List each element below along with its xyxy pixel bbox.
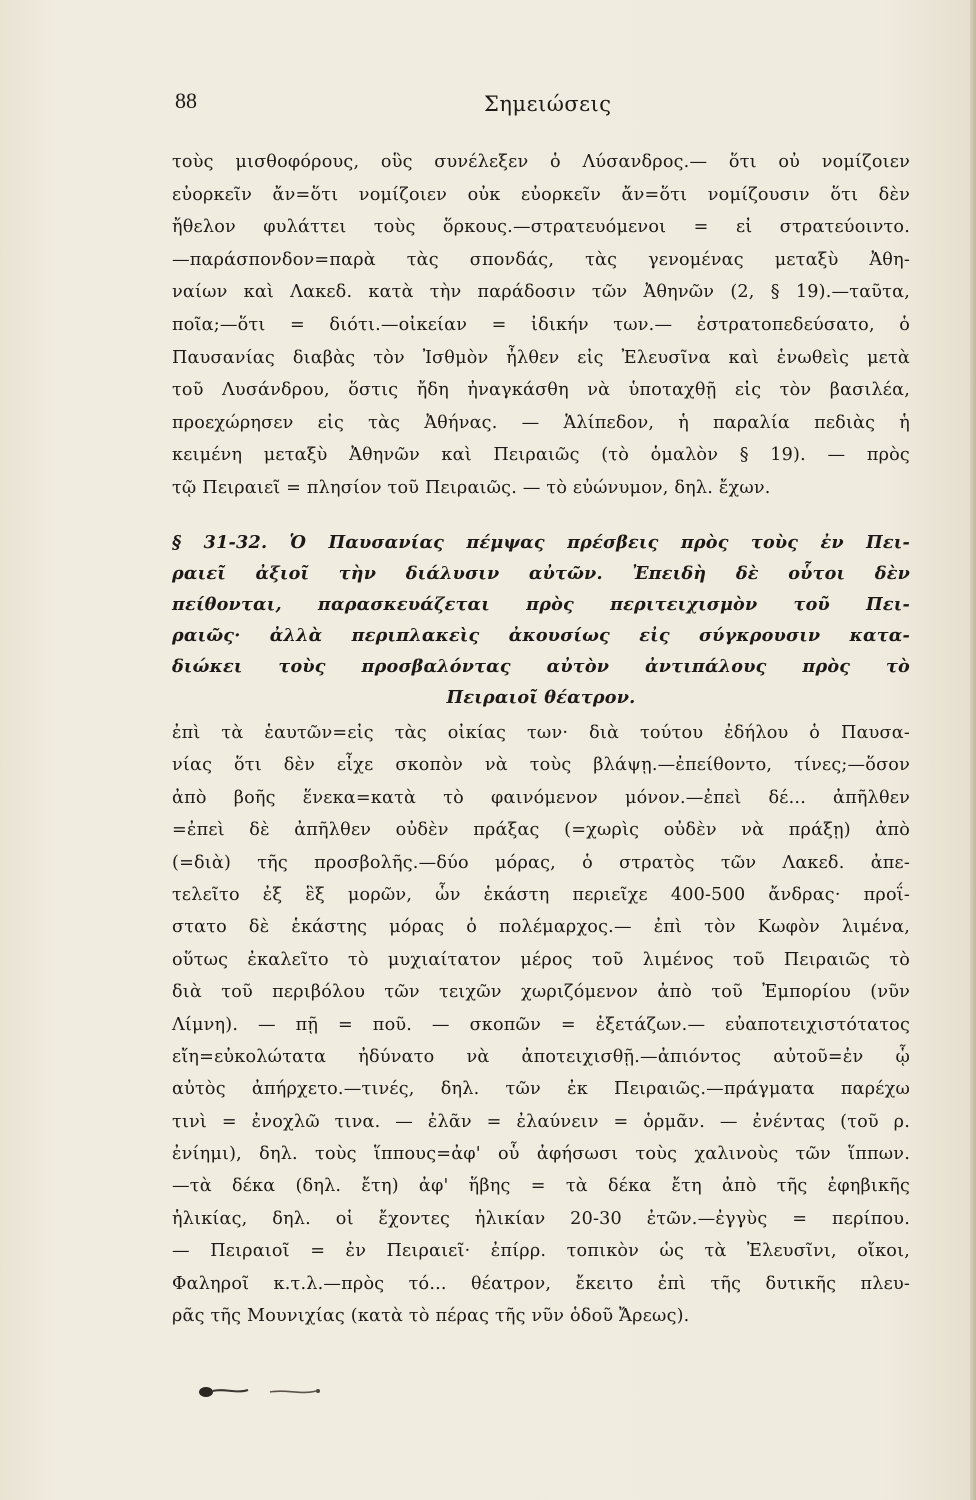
text-line: Λίμνη). — πῇ = ποῦ. — σκοπῶν = ἐξετάζων.— εὐαποτειχιστότατος (172, 1014, 910, 1035)
summary-line: Πειραιοῖ θέατρον. (446, 687, 636, 708)
text-line: (=διὰ) τῆς προσβολῆς.—δύο μόρας, ὁ στρατὸς τῶν Λακεδ. ἀπε- (172, 852, 910, 873)
text-line: διὰ τοῦ περιβόλου τῶν τειχῶν χωριζόμενον ἀπὸ τοῦ Ἐμπορίου (νῦν (172, 982, 910, 1003)
text-line: ἡλικίας, δηλ. οἱ ἔχοντες ἡλικίαν 20-30 ἐτῶν.—ἐγγὺς = περίπου. (172, 1208, 910, 1229)
text-line: εἴη=εὐκολώτατα ἠδύνατο νὰ ἀποτειχισθῇ.—ἀπιόντος αὐτοῦ=ἐν ᾧ (172, 1046, 910, 1067)
text-line: τοὺς μισθοφόρους, οὓς συνέλεξεν ὁ Λύσανδρος.— ὅτι οὐ νομίζοιεν (172, 152, 910, 172)
text-line: ἐνίημι), δηλ. τοὺς ἵππους=ἀφ' οὗ ἀφήσωσι τοὺς χαλινοὺς τῶν ἵππων. (172, 1144, 910, 1165)
notes-paragraph-2 (172, 717, 910, 1332)
text-line: =ἐπεὶ δὲ ἀπῆλθεν οὐδὲν πράξας (=χωρὶς οὐδὲν νὰ πράξῃ) ἀπὸ (172, 820, 910, 841)
summary-line: ραιῶς· ἀλλὰ περιπλακεὶς ἀκουσίως εἰς σύγκρουσιν κατα- (172, 625, 910, 646)
text-line: ἤθελον φυλάττει τοὺς ὅρκους.—στρατευόμενοι = εἰ στρατεύοιντο. (172, 217, 910, 238)
running-title: Σημειώσεις (484, 92, 612, 116)
text-line: προεχώρησεν εἰς τὰς Ἀθήνας. — Ἁλίπεδον, ἡ παραλία πεδιὰς ἡ (172, 412, 910, 433)
text-line: Παυσανίας διαβὰς τὸν Ἰσθμὸν ἦλθεν εἰς Ἐλευσῖνα καὶ ἑνωθεὶς μετὰ (172, 347, 910, 368)
page-header (0, 86, 976, 126)
summary-line: § 31-32. Ὁ Παυσανίας πέμψας πρέσβεις πρὸς τοὺς ἐν Πει- (172, 532, 910, 553)
text-line: στατο δὲ ἑκάστης μόρας ὁ πολέμαρχος.— ἐπὶ τὸν Κωφὸν λιμένα, (172, 917, 910, 938)
text-line: ἐπὶ τὰ ἑαυτῶν=εἰς τὰς οἰκίας των· διὰ τούτου ἐδήλου ὁ Παυσα- (172, 723, 910, 743)
summary-line: διώκει τοὺς προσβαλόντας αὐτὸν ἀντιπάλους πρὸς τὸ (172, 656, 910, 677)
text-line: ἀπὸ βοῆς ἕνεκα=κατὰ τὸ φαινόμενον μόνον.—ἐπεὶ δέ... ἀπῆλθεν (172, 787, 910, 808)
section-summary (172, 527, 910, 713)
text-line: νίας ὅτι δὲν εἶχε σκοπὸν νὰ τοὺς βλάψῃ.—ἐπείθοντο, τίνες;—ὅσον (172, 755, 910, 776)
text-line: τελεῖτο ἐξ ἓξ μορῶν, ὧν ἑκάστη περιεῖχε 400-500 ἄνδρας· προΐ- (172, 884, 910, 905)
text-line: τοῦ Λυσάνδρου, ὅστις ἤδη ἠναγκάσθη νὰ ὑποταχθῇ εἰς τὸν βασιλέα, (172, 380, 910, 401)
text-line: τινὶ = ἐνοχλῶ τινα. — ἐλᾶν = ἐλαύνειν = ὁρμᾶν. — ἐνέντας (τοῦ ρ. (172, 1111, 910, 1132)
summary-line: πείθονται, παρασκευάζεται πρὸς περιτειχισμὸν τοῦ Πει- (172, 594, 910, 615)
text-line: —παράσπονδον=παρὰ τὰς σπονδάς, τὰς γενομένας μεταξὺ Ἀθη- (172, 249, 910, 270)
notes-paragraph-1 (172, 146, 910, 505)
text-line: αὐτὸς ἀπήρχετο.—τινές, δηλ. τῶν ἐκ Πειραιῶς.—πράγματα παρέχω (172, 1079, 910, 1100)
text-line: οὕτως ἐκαλεῖτο τὸ μυχιαίτατον μέρος τοῦ λιμένος τοῦ Πειραιῶς τὸ (172, 949, 910, 970)
text-line: εὐορκεῖν ἄν=ὅτι νομίζοιεν οὐκ εὐορκεῖν ἄν=ὅτι νομίζουσιν ὅτι δὲν (172, 184, 910, 205)
page-number: 88 (175, 88, 197, 113)
text-line: τῷ Πειραιεῖ = πλησίον τοῦ Πειραιῶς. — τὸ εὐώνυμον, δηλ. ἔχων. (172, 477, 771, 498)
text-line: —τὰ δέκα (δηλ. ἔτη) ἀφ' ἥβης = τὰ δέκα ἔτη ἀπὸ τῆς ἐφηβικῆς (172, 1176, 910, 1197)
text-line: — Πειραιοῖ = ἐν Πειραιεῖ· ἐπίρρ. τοπικὸν ὡς τὰ Ἐλευσῖνι, οἴκοι, (172, 1241, 910, 1262)
page-edge (970, 0, 976, 1500)
print-smudge-ornament (196, 1380, 336, 1404)
text-line: ναίων καὶ Λακεδ. κατὰ τὴν παράδοσιν τῶν Ἀθηνῶν (2, § 19).—ταῦτα, (172, 282, 910, 303)
text-line: ρᾶς τῆς Μουνιχίας (κατὰ τὸ πέρας τῆς νῦν ὁδοῦ Ἄρεως). (172, 1306, 690, 1327)
text-line: κειμένη μεταξὺ Ἀθηνῶν καὶ Πειραιῶς (τὸ ὁμαλὸν § 19). — πρὸς (172, 445, 910, 466)
summary-line: ραιεῖ ἀξιοῖ τὴν διάλυσιν αὐτῶν. Ἐπειδὴ δὲ οὗτοι δὲν (172, 563, 910, 584)
text-line: ποῖα;—ὅτι = διότι.—οἰκείαν = ἰδικήν των.— ἐστρατοπεδεύσατο, ὁ (172, 314, 910, 335)
text-line: Φαληροῖ κ.τ.λ.—πρὸς τό... θέατρον, ἔκειτο ἐπὶ τῆς δυτικῆς πλευ- (172, 1273, 910, 1294)
